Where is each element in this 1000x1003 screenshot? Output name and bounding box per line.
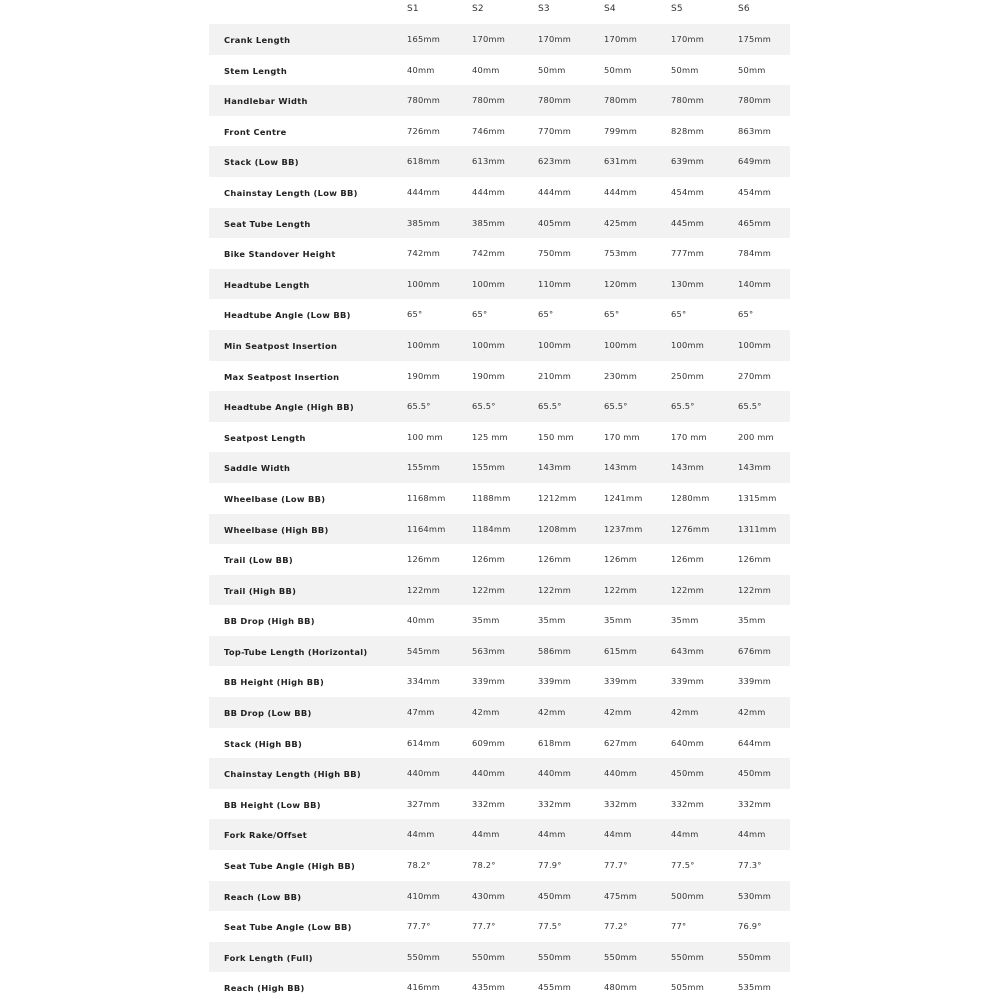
row-label: Min Seatpost Insertion: [224, 340, 338, 351]
table-header: [209, 0, 790, 24]
table-cell: 122mm: [407, 584, 441, 595]
table-cell: 65.5°: [738, 401, 762, 412]
table-cell: 77.3°: [738, 860, 762, 871]
table-cell: 410mm: [407, 890, 441, 901]
table-cell: 165mm: [407, 34, 441, 44]
table-cell: 339mm: [472, 676, 506, 687]
table-cell: 327mm: [407, 798, 441, 809]
table-cell: 676mm: [738, 645, 772, 656]
table-cell: 47mm: [407, 707, 435, 718]
row-label: Stack (High BB): [224, 738, 303, 749]
table-cell: 150 mm: [538, 431, 574, 442]
table-cell: 35mm: [671, 615, 699, 626]
table-cell: 122mm: [472, 584, 506, 595]
table-cell: 155mm: [407, 462, 441, 473]
table-cell: 190mm: [472, 370, 506, 381]
row-label: Handlebar Width: [224, 96, 308, 107]
table-row: [209, 728, 790, 759]
row-label: Saddle Width: [224, 463, 291, 474]
table-cell: 339mm: [738, 676, 772, 687]
table-cell: 450mm: [738, 768, 772, 779]
table-cell: 1315mm: [738, 492, 777, 503]
table-cell: 44mm: [407, 829, 435, 840]
table-cell: 140mm: [738, 278, 772, 289]
geometry-table: [209, 0, 790, 1003]
table-row: [209, 697, 790, 728]
table-cell: 100 mm: [407, 431, 443, 442]
table-row: [209, 758, 790, 789]
row-label: Stack (Low BB): [224, 157, 299, 168]
row-label: BB Drop (High BB): [224, 616, 315, 627]
table-cell: 170 mm: [604, 431, 640, 442]
table-row: [209, 238, 790, 269]
table-cell: 1184mm: [472, 523, 511, 534]
table-row: [209, 422, 790, 453]
column-header-s1: S1: [407, 4, 419, 14]
table-cell: 780mm: [538, 95, 572, 106]
table-cell: 500mm: [671, 890, 705, 901]
table-cell: 454mm: [671, 186, 705, 197]
table-cell: 505mm: [671, 982, 705, 993]
row-label: Crank Length: [224, 35, 291, 45]
table-row: [209, 146, 790, 177]
table-cell: 863mm: [738, 125, 772, 136]
table-cell: 444mm: [604, 186, 638, 197]
table-cell: 444mm: [538, 186, 572, 197]
table-cell: 35mm: [738, 615, 766, 626]
table-cell: 339mm: [538, 676, 572, 687]
table-row: [209, 514, 790, 545]
table-cell: 65.5°: [472, 401, 496, 412]
table-cell: 618mm: [407, 156, 441, 167]
table-cell: 40mm: [407, 64, 435, 75]
table-cell: 125 mm: [472, 431, 508, 442]
table-cell: 1280mm: [671, 492, 710, 503]
table-cell: 784mm: [738, 248, 772, 259]
table-cell: 65°: [604, 309, 620, 320]
table-cell: 78.2°: [472, 860, 496, 871]
table-cell: 609mm: [472, 737, 506, 748]
table-cell: 44mm: [604, 829, 632, 840]
row-label: Seat Tube Angle (Low BB): [224, 922, 352, 933]
table-cell: 50mm: [738, 64, 766, 75]
row-label: Max Seatpost Insertion: [224, 371, 340, 382]
table-row: [209, 177, 790, 208]
row-label: Fork Length (Full): [224, 952, 313, 963]
table-cell: 450mm: [538, 890, 572, 901]
table-row: [209, 972, 790, 1003]
table-row: [209, 942, 790, 973]
table-cell: 586mm: [538, 645, 572, 656]
row-label: Chainstay Length (Low BB): [224, 187, 358, 198]
table-cell: 122mm: [671, 584, 705, 595]
table-row: [209, 269, 790, 300]
table-cell: 50mm: [604, 64, 632, 75]
row-label: Seatpost Length: [224, 432, 306, 443]
table-cell: 643mm: [671, 645, 705, 656]
table-row: [209, 330, 790, 361]
table-cell: 65.5°: [538, 401, 562, 412]
table-row: [209, 391, 790, 422]
table-cell: 190mm: [407, 370, 441, 381]
row-label: Seat Tube Angle (High BB): [224, 861, 356, 872]
row-label: Reach (High BB): [224, 983, 305, 994]
table-cell: 799mm: [604, 125, 638, 136]
table-cell: 1212mm: [538, 492, 577, 503]
table-cell: 175mm: [738, 34, 772, 44]
table-cell: 425mm: [604, 217, 638, 228]
row-label: Wheelbase (Low BB): [224, 493, 326, 504]
table-cell: 42mm: [604, 707, 632, 718]
table-cell: 726mm: [407, 125, 441, 136]
table-cell: 126mm: [472, 554, 506, 565]
row-label: BB Height (High BB): [224, 677, 325, 688]
row-label: Trail (High BB): [224, 585, 297, 596]
table-cell: 65.5°: [671, 401, 695, 412]
row-label: Headtube Angle (High BB): [224, 402, 355, 413]
table-cell: 44mm: [738, 829, 766, 840]
table-cell: 210mm: [538, 370, 572, 381]
table-cell: 332mm: [738, 798, 772, 809]
table-cell: 122mm: [738, 584, 772, 595]
table-cell: 332mm: [538, 798, 572, 809]
table-cell: 430mm: [472, 890, 506, 901]
table-cell: 270mm: [738, 370, 772, 381]
table-cell: 77.5°: [538, 921, 562, 932]
table-cell: 742mm: [407, 248, 441, 259]
table-cell: 170 mm: [671, 431, 707, 442]
table-cell: 475mm: [604, 890, 638, 901]
table-cell: 44mm: [538, 829, 566, 840]
table-cell: 385mm: [472, 217, 506, 228]
table-cell: 631mm: [604, 156, 638, 167]
table-cell: 780mm: [407, 95, 441, 106]
table-cell: 77.9°: [538, 860, 562, 871]
table-cell: 77.7°: [472, 921, 496, 932]
table-cell: 126mm: [738, 554, 772, 565]
table-cell: 143mm: [671, 462, 705, 473]
table-cell: 65°: [472, 309, 488, 320]
table-cell: 1241mm: [604, 492, 643, 503]
table-cell: 42mm: [738, 707, 766, 718]
row-label: BB Drop (Low BB): [224, 708, 312, 719]
table-row: [209, 299, 790, 330]
table-cell: 40mm: [407, 615, 435, 626]
table-cell: 780mm: [738, 95, 772, 106]
table-cell: 1168mm: [407, 492, 446, 503]
table-cell: 440mm: [407, 768, 441, 779]
table-cell: 444mm: [472, 186, 506, 197]
table-row: [209, 116, 790, 147]
table-row: [209, 850, 790, 881]
table-cell: 545mm: [407, 645, 441, 656]
table-row: [209, 544, 790, 575]
table-cell: 230mm: [604, 370, 638, 381]
table-cell: 828mm: [671, 125, 705, 136]
table-cell: 435mm: [472, 982, 506, 993]
table-cell: 614mm: [407, 737, 441, 748]
table-cell: 550mm: [407, 951, 441, 962]
table-cell: 332mm: [671, 798, 705, 809]
column-header-s3: S3: [538, 4, 550, 14]
table-cell: 35mm: [472, 615, 500, 626]
table-row: [209, 575, 790, 606]
table-cell: 35mm: [604, 615, 632, 626]
table-cell: 339mm: [604, 676, 638, 687]
table-cell: 120mm: [604, 278, 638, 289]
table-cell: 530mm: [738, 890, 772, 901]
column-header-s5: S5: [671, 4, 683, 14]
table-cell: 332mm: [472, 798, 506, 809]
table-cell: 200 mm: [738, 431, 774, 442]
row-label: Reach (Low BB): [224, 891, 302, 902]
table-cell: 77.7°: [604, 860, 628, 871]
table-cell: 170mm: [671, 34, 705, 44]
table-cell: 126mm: [407, 554, 441, 565]
table-cell: 465mm: [738, 217, 772, 228]
table-cell: 122mm: [538, 584, 572, 595]
table-cell: 77.7°: [407, 921, 431, 932]
table-cell: 155mm: [472, 462, 506, 473]
table-cell: 1188mm: [472, 492, 511, 503]
table-cell: 563mm: [472, 645, 506, 656]
table-cell: 250mm: [671, 370, 705, 381]
table-cell: 100mm: [407, 278, 441, 289]
table-cell: 170mm: [472, 34, 506, 44]
table-row: [209, 24, 790, 55]
table-row: [209, 819, 790, 850]
table-cell: 627mm: [604, 737, 638, 748]
table-cell: 339mm: [671, 676, 705, 687]
table-cell: 65°: [538, 309, 554, 320]
table-row: [209, 789, 790, 820]
row-label: Bike Standover Height: [224, 249, 336, 260]
table-cell: 780mm: [671, 95, 705, 106]
table-cell: 334mm: [407, 676, 441, 687]
table-row: [209, 452, 790, 483]
table-cell: 100mm: [738, 339, 772, 350]
table-cell: 550mm: [472, 951, 506, 962]
row-label: Headtube Length: [224, 279, 310, 290]
table-cell: 44mm: [472, 829, 500, 840]
table-cell: 130mm: [671, 278, 705, 289]
table-cell: 77°: [671, 921, 687, 932]
table-cell: 42mm: [538, 707, 566, 718]
table-cell: 35mm: [538, 615, 566, 626]
table-cell: 143mm: [538, 462, 572, 473]
row-label: Chainstay Length (High BB): [224, 769, 361, 780]
table-cell: 100mm: [472, 278, 506, 289]
table-cell: 780mm: [472, 95, 506, 106]
table-row: [209, 605, 790, 636]
table-cell: 644mm: [738, 737, 772, 748]
table-cell: 50mm: [538, 64, 566, 75]
table-cell: 100mm: [407, 339, 441, 350]
table-cell: 623mm: [538, 156, 572, 167]
table-cell: 454mm: [738, 186, 772, 197]
table-cell: 332mm: [604, 798, 638, 809]
table-cell: 65°: [738, 309, 754, 320]
table-cell: 126mm: [604, 554, 638, 565]
table-cell: 750mm: [538, 248, 572, 259]
table-cell: 126mm: [671, 554, 705, 565]
table-cell: 613mm: [472, 156, 506, 167]
table-row: [209, 666, 790, 697]
table-cell: 618mm: [538, 737, 572, 748]
table-cell: 1311mm: [738, 523, 777, 534]
table-cell: 100mm: [472, 339, 506, 350]
table-row: [209, 361, 790, 392]
table-cell: 143mm: [738, 462, 772, 473]
table-cell: 445mm: [671, 217, 705, 228]
table-cell: 550mm: [538, 951, 572, 962]
row-label: Headtube Angle (Low BB): [224, 310, 351, 321]
table-row: [209, 208, 790, 239]
table-cell: 42mm: [671, 707, 699, 718]
table-cell: 76.9°: [738, 921, 762, 932]
table-cell: 639mm: [671, 156, 705, 167]
row-label: Fork Rake/Offset: [224, 830, 308, 841]
table-cell: 65°: [407, 309, 423, 320]
table-cell: 1208mm: [538, 523, 577, 534]
row-label: Front Centre: [224, 126, 287, 137]
table-cell: 777mm: [671, 248, 705, 259]
table-cell: 170mm: [538, 34, 572, 44]
table-cell: 78.2°: [407, 860, 431, 871]
table-row: [209, 55, 790, 86]
row-label: Stem Length: [224, 65, 288, 76]
table-cell: 170mm: [604, 34, 638, 44]
table-cell: 77.5°: [671, 860, 695, 871]
table-cell: 65.5°: [604, 401, 628, 412]
table-cell: 746mm: [472, 125, 506, 136]
table-cell: 44mm: [671, 829, 699, 840]
table-cell: 416mm: [407, 982, 441, 993]
table-body: [209, 24, 790, 1003]
table-cell: 450mm: [671, 768, 705, 779]
table-cell: 385mm: [407, 217, 441, 228]
column-header-s6: S6: [738, 4, 750, 14]
table-row: [209, 911, 790, 942]
table-cell: 550mm: [604, 951, 638, 962]
table-cell: 1276mm: [671, 523, 710, 534]
table-row: [209, 636, 790, 667]
column-header-s4: S4: [604, 4, 616, 14]
table-cell: 753mm: [604, 248, 638, 259]
table-cell: 100mm: [604, 339, 638, 350]
row-label: Top-Tube Length (Horizontal): [224, 646, 368, 657]
table-cell: 100mm: [671, 339, 705, 350]
table-cell: 440mm: [472, 768, 506, 779]
table-cell: 742mm: [472, 248, 506, 259]
table-cell: 780mm: [604, 95, 638, 106]
table-cell: 65.5°: [407, 401, 431, 412]
row-label: Trail (Low BB): [224, 555, 293, 566]
table-cell: 640mm: [671, 737, 705, 748]
table-row: [209, 483, 790, 514]
table-cell: 122mm: [604, 584, 638, 595]
table-cell: 440mm: [604, 768, 638, 779]
table-cell: 535mm: [738, 982, 772, 993]
table-cell: 110mm: [538, 278, 572, 289]
table-row: [209, 881, 790, 912]
table-cell: 50mm: [671, 64, 699, 75]
table-cell: 126mm: [538, 554, 572, 565]
table-cell: 40mm: [472, 64, 500, 75]
row-label: BB Height (Low BB): [224, 799, 321, 810]
table-cell: 65°: [671, 309, 687, 320]
table-cell: 1164mm: [407, 523, 446, 534]
table-cell: 480mm: [604, 982, 638, 993]
table-cell: 440mm: [538, 768, 572, 779]
table-cell: 1237mm: [604, 523, 643, 534]
table-cell: 405mm: [538, 217, 572, 228]
table-cell: 649mm: [738, 156, 772, 167]
table-cell: 100mm: [538, 339, 572, 350]
table-cell: 770mm: [538, 125, 572, 136]
table-row: [209, 85, 790, 116]
row-label: Wheelbase (High BB): [224, 524, 329, 535]
table-cell: 455mm: [538, 982, 572, 993]
table-cell: 42mm: [472, 707, 500, 718]
table-cell: 143mm: [604, 462, 638, 473]
table-cell: 550mm: [738, 951, 772, 962]
table-cell: 444mm: [407, 186, 441, 197]
column-header-s2: S2: [472, 4, 484, 14]
table-cell: 615mm: [604, 645, 638, 656]
table-cell: 77.2°: [604, 921, 628, 932]
row-label: Seat Tube Length: [224, 218, 311, 229]
table-cell: 550mm: [671, 951, 705, 962]
